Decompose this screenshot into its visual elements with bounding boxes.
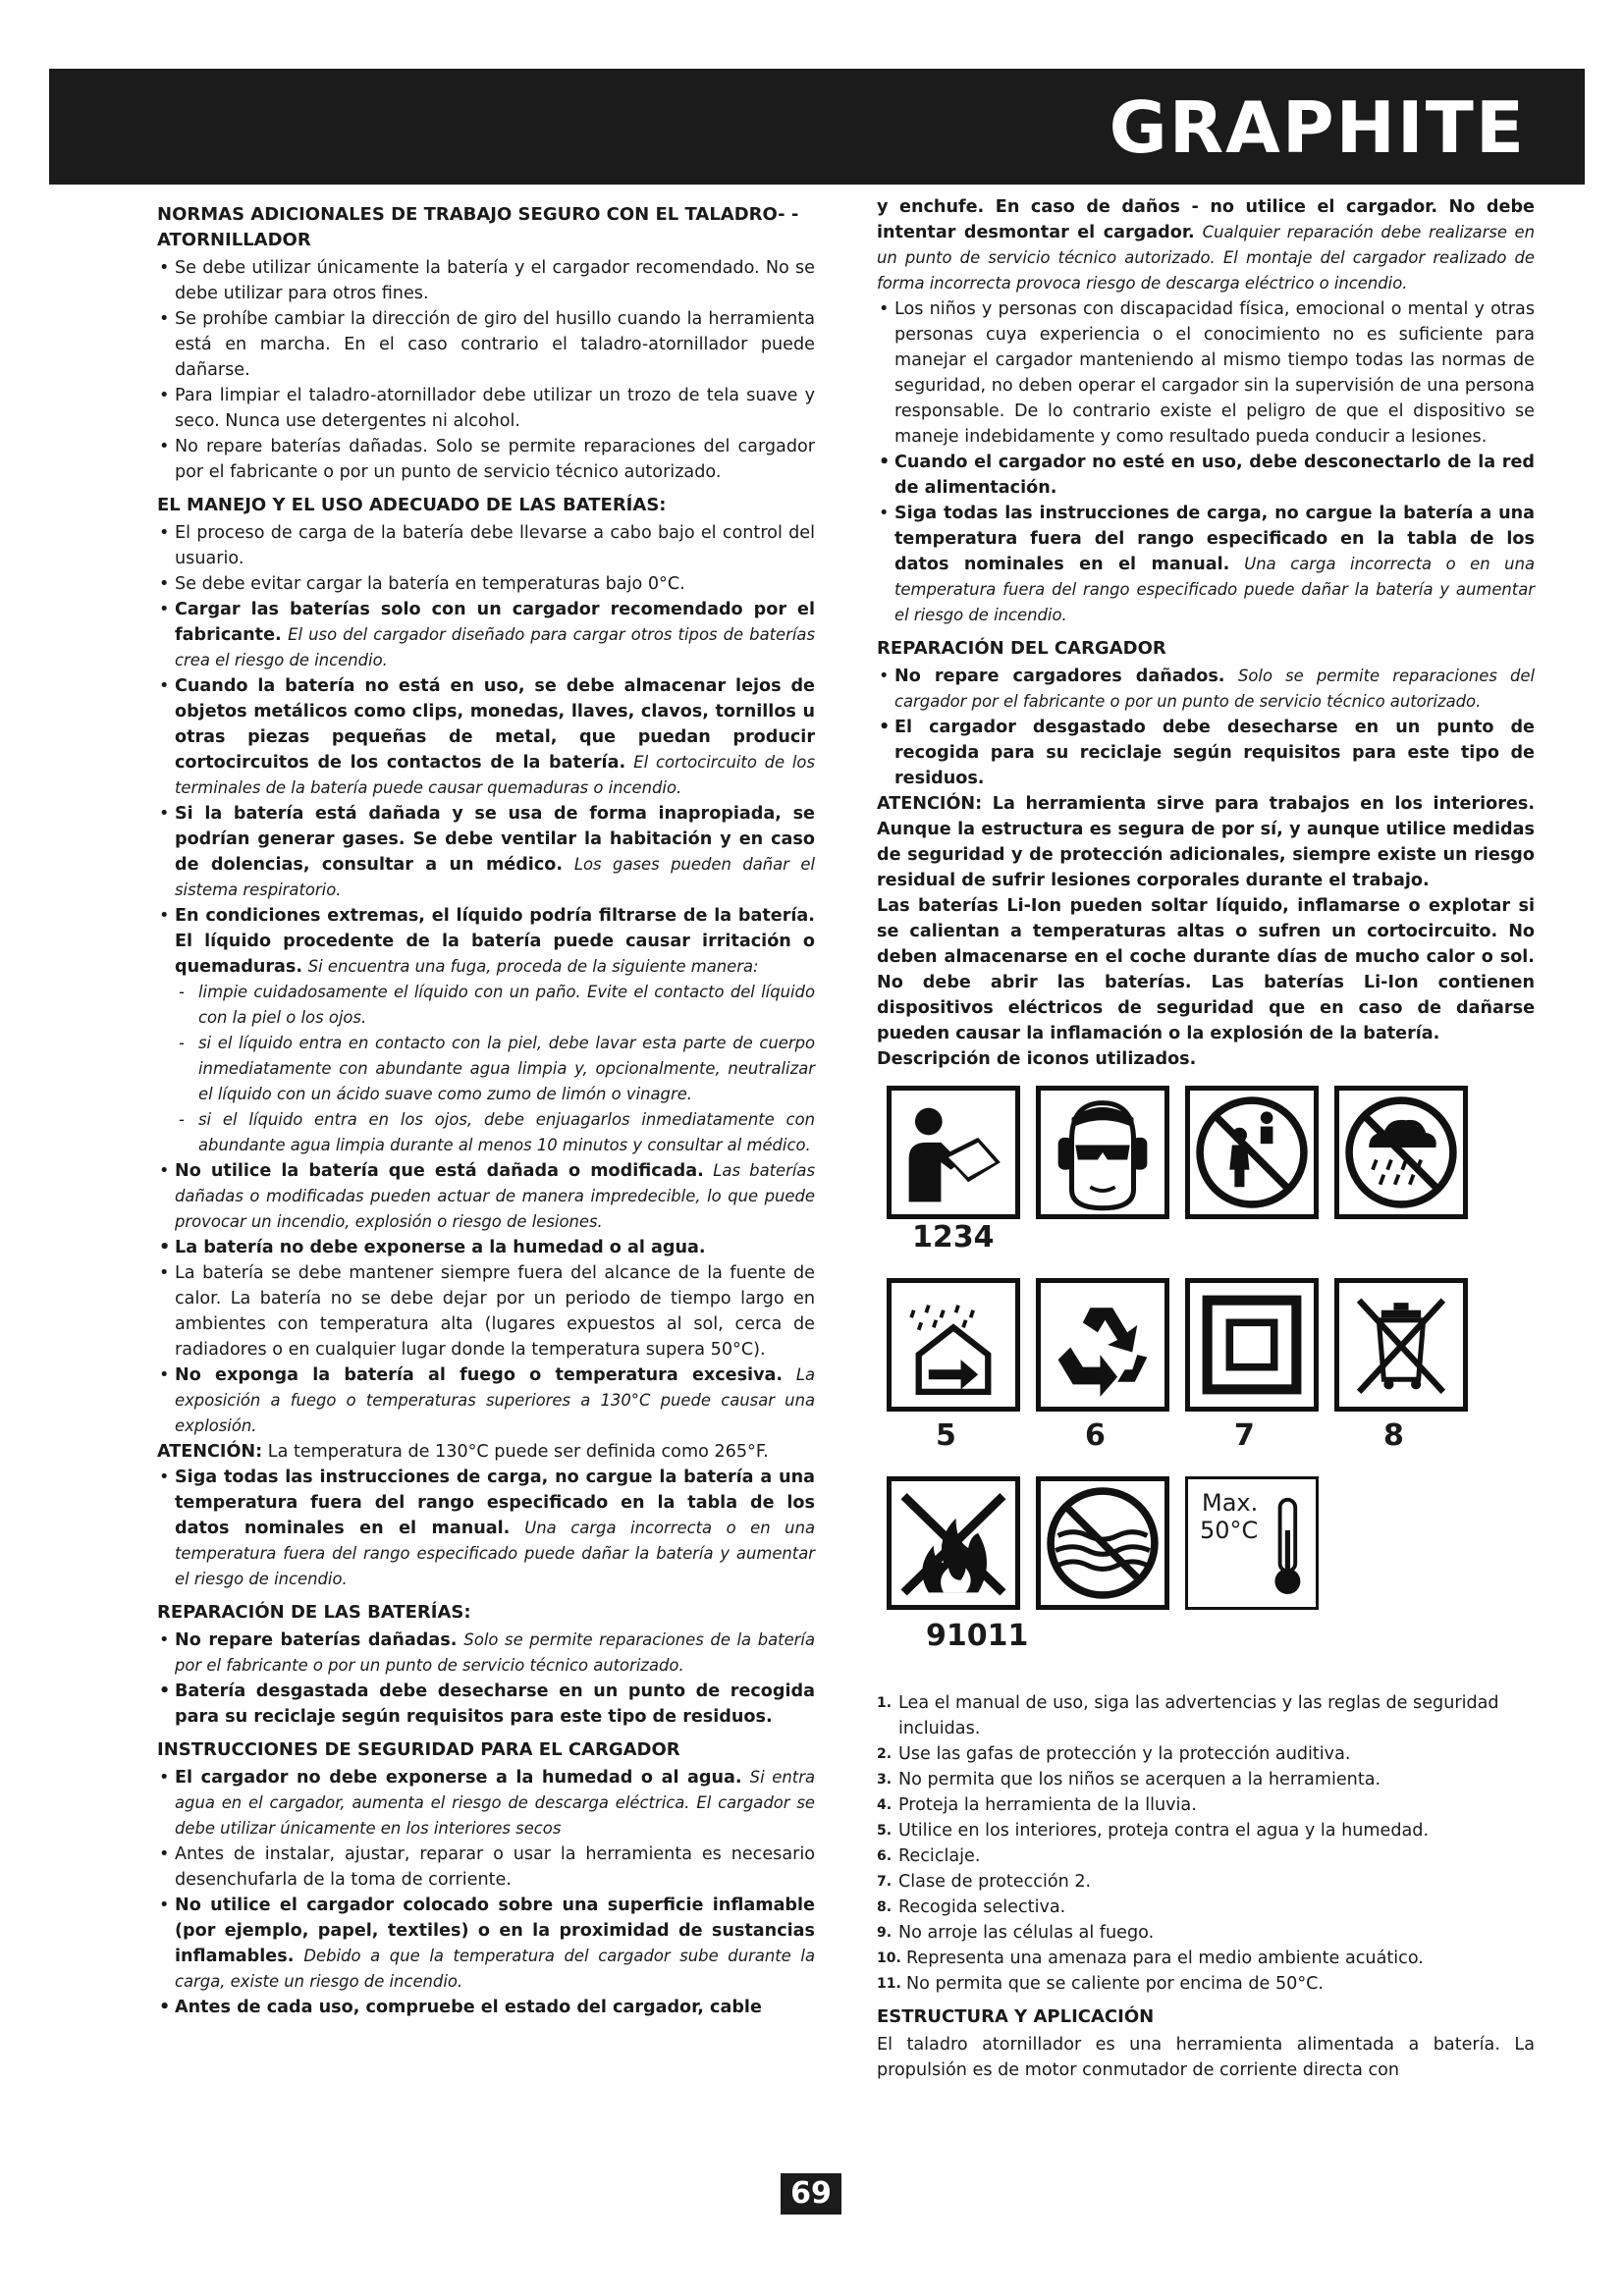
legend-item: [877, 1818, 1535, 1843]
icon-number: 8: [1383, 1418, 1404, 1453]
section-title: REPARACIÓN DEL CARGADOR: [877, 638, 1166, 659]
legend-number: 9.: [877, 1925, 893, 1941]
italic-text: El cortocircuito de los terminales de la batería puede causar quemaduras o incendio.: [175, 753, 816, 797]
bold-text: No utilice el cargador colocado sobre una superficie inflamable (por ejemplo, papel, textiles) o en la proximidad de sustancias inflamables.: [175, 1896, 815, 1966]
legend-number: 10.: [877, 1950, 901, 1966]
no-fire-icon: [887, 1476, 1020, 1610]
legend-number: 4.: [877, 1797, 893, 1813]
list-item: [157, 1765, 815, 1842]
list-item: [157, 673, 815, 801]
recycle-icon: [1036, 1278, 1169, 1412]
list-item: • La batería se debe mantener siempre fuera del alcance de la fuente de calor. La batería no se debe dejar por un periodo de tiempo largo en ambientes con temperatura alta (lugares expuestos al sol, cerca de radiadores o en cualquier lugar donde la temperatura supera 50°C).: [157, 1260, 815, 1362]
bold-text: No repare cargadores dañados.: [894, 667, 1225, 686]
legend-text: Representa una amenaza para el medio ambiente acuático.: [906, 1949, 1424, 1968]
bullet-list: [157, 1465, 815, 1592]
header-bar: [49, 69, 1585, 185]
dash-item: - si el líquido entra en los ojos, debe enjuagarlos inmediatamente con abundante agua limpia durante al menos 10 minutos y consultar al médico.: [157, 1107, 815, 1158]
max-temperature-icon: [1185, 1476, 1319, 1610]
list-item: • Se debe evitar cargar la batería en temperaturas bajo 0°C.: [157, 571, 815, 597]
legend-number: 11.: [877, 1976, 901, 1992]
bold-text: No exponga la batería al fuego o temperatura excesiva.: [175, 1365, 784, 1385]
bullet-list: [157, 1765, 815, 2020]
liion-warning: Las baterías Li-Ion pueden soltar líquido, inflamarse o explotar si se calientan a temperaturas altas o sufren un cortocircuito. No deben almacenarse en el coche durante días de mucho calor o sol. No debe abrir las baterías. Las baterías Li-Ion contienen dispositivos eléctricos de seguridad que en caso de dañarse pueden causar la inflamación o la explosión de la batería.: [877, 896, 1535, 1043]
section-title: INSTRUCCIONES DE SEGURIDAD PARA EL CARGADOR: [157, 1739, 680, 1760]
legend-item: [877, 1946, 1535, 1971]
legend-number: 7.: [877, 1874, 893, 1890]
list-item: • Para limpiar el taladro-atornillador debe utilizar un trozo de tela suave y seco. Nunca use detergentes ni alcohol.: [157, 383, 815, 434]
legend-text: Utilice en los interiores, proteja contra el agua y la humedad.: [898, 1821, 1430, 1841]
italic-text: Una carga incorrecta o en una temperatura fuera del rango especificado puede dañar la batería y aumentar el riesgo de incendio.: [894, 555, 1536, 624]
italic-text: La exposición a fuego o temperaturas superiores a 130°C puede causar una explosión.: [175, 1365, 815, 1435]
legend-item: [877, 1690, 1535, 1741]
italic-text: Si entra agua en el cargador, aumenta el riesgo de descarga eléctrica. El cargador se debe utilizar únicamente en los interiores secos: [175, 1768, 815, 1838]
bold-text: En condiciones extremas, el líquido podría filtrarse de la batería. El líquido procedente de la batería puede causar irritación o quemaduras.: [175, 906, 815, 977]
list-item: • Antes de instalar, ajustar, reparar o usar la herramienta es necesario desenchufarla de la toma de corriente.: [157, 1842, 815, 1893]
bullet-list: [157, 255, 815, 485]
list-item: [157, 903, 815, 980]
crossed-bin-icon: [1334, 1278, 1468, 1412]
attention-label: ATENCIÓN:: [157, 1442, 263, 1462]
list-item: • La batería no debe exponerse a la humedad o al agua.: [157, 1235, 815, 1260]
legend-text: No permita que se caliente por encima de 50°C.: [906, 1974, 1325, 1994]
page-number: 69: [781, 2173, 841, 2215]
list-item: • Se prohíbe cambiar la dirección de giro del husillo cuando la herramienta está en marcha. En el caso contrario el taladro-atornillador puede dañarse.: [157, 306, 815, 383]
italic-text: El uso del cargador diseñado para cargar otros tipos de baterías crea el riesgo de incendio.: [175, 625, 815, 669]
legend-item: [877, 1971, 1535, 1997]
list-item: [157, 1893, 815, 1995]
brand-logo: GRAPHITE: [1109, 86, 1526, 169]
attention-note: [157, 1439, 815, 1465]
section-title: REPARACIÓN DE LAS BATERÍAS:: [157, 1602, 471, 1623]
legend-item: [877, 1920, 1535, 1946]
legend-item: [877, 1767, 1535, 1792]
legend-text: Use las gafas de protección y la protección auditiva.: [898, 1744, 1351, 1764]
attention-paragraph: ATENCIÓN: La herramienta sirve para trabajos en los interiores. Aunque la estructura es segura de por sí, y aunque utilice medidas de seguridad y de protección adicionales, siempre existe un riesgo residual de sufrir lesiones corporales durante el trabajo.: [877, 794, 1535, 890]
legend-item: [877, 1869, 1535, 1895]
indoor-use-icon: [887, 1278, 1020, 1412]
legend-number: 3.: [877, 1772, 893, 1788]
paragraph: El taladro atornillador es una herramienta alimentada a batería. La propulsión es de motor conmutador de corriente directa con: [877, 2035, 1535, 2080]
legend-text: Lea el manual de uso, siga las advertencias y las reglas de seguridad incluidas.: [898, 1693, 1499, 1738]
bold-text: y enchufe. En caso de daños - no utilice el cargador. No debe intentar desmontar el cargador.: [877, 197, 1535, 242]
italic-text: Las baterías dañadas o modificadas pueden actuar de manera impredecible, lo que puede provocar un incendio, explosión o riesgo de lesiones.: [175, 1161, 816, 1231]
protection-class-2-icon: [1185, 1278, 1319, 1412]
bold-text: Si la batería está dañada y se usa de forma inapropiada, se podrían generar gases. Se debe ventilar la habitación y en caso de dolencias, consultar a un médico.: [175, 804, 815, 875]
list-item: • Batería desgastada debe desecharse en un punto de recogida para su reciclaje según requisitos para este tipo de residuos.: [157, 1679, 815, 1730]
italic-text: Si encuentra una fuga, proceda de la siguiente manera:: [307, 957, 759, 976]
list-item: • El proceso de carga de la batería debe llevarse a cabo bajo el control del usuario.: [157, 520, 815, 571]
icon-number: 7: [1234, 1418, 1255, 1453]
bullet-list: [157, 1628, 815, 1730]
section-title: NORMAS ADICIONALES DE TRABAJO SEGURO CON EL TALADRO- -ATORNILLADOR: [157, 204, 799, 250]
icon-grid: [887, 1086, 1476, 1684]
legend-number: 1.: [877, 1695, 893, 1711]
list-item: [877, 664, 1535, 715]
bold-text: El cargador no debe exponerse a la humedad o al agua.: [175, 1768, 742, 1788]
bold-text: Siga todas las instrucciones de carga, no cargue la batería a una temperatura fuera del rango especificado en la tabla de los datos nominales en el manual.: [175, 1468, 815, 1538]
icon-number: 91011: [926, 1619, 1029, 1653]
no-children-icon: [1185, 1086, 1319, 1219]
italic-text: Una carga incorrecta o en una temperatura fuera del rango especificado puede dañar la batería y aumentar el riesgo de incendio.: [175, 1519, 816, 1588]
legend-item: [877, 1895, 1535, 1920]
legend-text: No arroje las células al fuego.: [898, 1923, 1155, 1943]
italic-text: Solo se permite reparaciones de la batería por el fabricante o por un punto de servicio técnico autorizado.: [175, 1630, 816, 1675]
right-column: [877, 194, 1535, 2083]
bullet-list: [877, 296, 1535, 628]
max-label: Max.: [1202, 1489, 1259, 1517]
bold-text: Cargar las baterías solo con un cargador recomendado por el fabricante.: [175, 600, 815, 645]
list-item: [157, 1628, 815, 1679]
list-item: • Se debe utilizar únicamente la batería y el cargador recomendado. No se debe utilizar para otros fines.: [157, 255, 815, 306]
left-column: [157, 194, 815, 2020]
bold-text: Cuando la batería no está en uso, se debe almacenar lejos de objetos metálicos como clips, monedas, llaves, clavos, tornillos u otras piezas pequeñas de metal, que puedan producir cortocircuitos de los contactos de la batería.: [175, 676, 815, 773]
icons-title: Descripción de iconos utilizados.: [877, 1049, 1197, 1069]
legend-text: Proteja la herramienta de la lluvia.: [898, 1795, 1197, 1815]
list-item: [877, 501, 1535, 628]
legend-number: 6.: [877, 1848, 893, 1864]
icon-legend: [877, 1690, 1535, 1997]
legend-text: Recogida selectiva.: [898, 1897, 1066, 1917]
icon-number: 5: [936, 1418, 956, 1453]
legend-number: 5.: [877, 1823, 893, 1839]
list-item: • No repare baterías dañadas. Solo se permite reparaciones del cargador por el fabricante o por un punto de servicio técnico autorizado.: [157, 434, 815, 485]
list-item: [157, 597, 815, 673]
goggles-ear-protection-icon: [1036, 1086, 1169, 1219]
legend-text: No permita que los niños se acerquen a la herramienta.: [898, 1770, 1381, 1789]
legend-text: Clase de protección 2.: [898, 1872, 1092, 1892]
icon-number: 6: [1085, 1418, 1106, 1453]
attention-text: La temperatura de 130°C puede ser definida como 265°F.: [267, 1442, 769, 1462]
bold-text: No utilice la batería que está dañada o modificada.: [175, 1161, 704, 1181]
italic-text: Debido a que la temperatura del cargador sube durante la carga, existe un riesgo de incendio.: [175, 1947, 815, 1991]
section-title: EL MANEJO Y EL USO ADECUADO DE LAS BATERÍAS:: [157, 495, 667, 515]
bullet-list: [157, 520, 815, 1439]
list-item: [157, 801, 815, 903]
legend-item: [877, 1792, 1535, 1818]
bold-text: No repare baterías dañadas.: [175, 1630, 458, 1650]
icon-number: 1234: [912, 1220, 995, 1255]
list-item: • Cuando el cargador no esté en uso, debe desconectarlo de la red de alimentación.: [877, 450, 1535, 501]
list-item: [157, 1362, 815, 1439]
legend-item: [877, 1741, 1535, 1767]
legend-text: Reciclaje.: [898, 1846, 981, 1866]
read-manual-icon: [887, 1086, 1020, 1219]
italic-text: Cualquier reparación debe realizarse en un punto de servicio técnico autorizado. El montaje del cargador realizado de forma incorrecta provoca riesgo de descarga eléctrico o incendio.: [877, 223, 1535, 293]
max-temp-value: 50°C: [1200, 1517, 1259, 1544]
list-item: [157, 1158, 815, 1235]
no-rain-icon: [1334, 1086, 1468, 1219]
dash-item: - si el líquido entra en contacto con la piel, debe lavar esta parte de cuerpo inmediatamente con abundante agua limpia y, opcionalmente, neutralizar el líquido con un ácido suave como zumo de limón o vinagre.: [157, 1031, 815, 1107]
bold-text: Siga todas las instrucciones de carga, no cargue la batería a una temperatura fuera del rango especificado en la tabla de los datos nominales en el manual.: [894, 504, 1535, 574]
list-item: [157, 1465, 815, 1592]
paragraph: [877, 194, 1535, 296]
legend-item: [877, 1843, 1535, 1869]
no-water-environment-icon: [1036, 1476, 1169, 1610]
dash-item: - limpie cuidadosamente el líquido con un paño. Evite el contacto del líquido con la piel o los ojos.: [157, 980, 815, 1031]
bullet-list: [877, 664, 1535, 791]
italic-text: Los gases pueden dañar el sistema respiratorio.: [175, 855, 816, 899]
list-item: • Antes de cada uso, compruebe el estado del cargador, cable: [157, 1995, 815, 2020]
list-item: • Los niños y personas con discapacidad física, emocional o mental y otras personas cuya experiencia o el conocimiento no es suficiente para manejar el cargador manteniendo al mismo tiempo todas las normas de seguridad, no deben operar el cargador sin la supervisión de una persona responsable. De lo contrario existe el peligro de que el dispositivo se maneje indebidamente y como resultado pueda conducir a lesiones.: [877, 296, 1535, 450]
legend-number: 8.: [877, 1899, 893, 1915]
italic-text: Solo se permite reparaciones del cargador por el fabricante o por un punto de servicio técnico autorizado.: [894, 667, 1536, 711]
list-item: • El cargador desgastado debe desecharse en un punto de recogida para su reciclaje según requisitos para este tipo de residuos.: [877, 715, 1535, 791]
section-title: ESTRUCTURA Y APLICACIÓN: [877, 2006, 1155, 2027]
legend-number: 2.: [877, 1746, 893, 1762]
